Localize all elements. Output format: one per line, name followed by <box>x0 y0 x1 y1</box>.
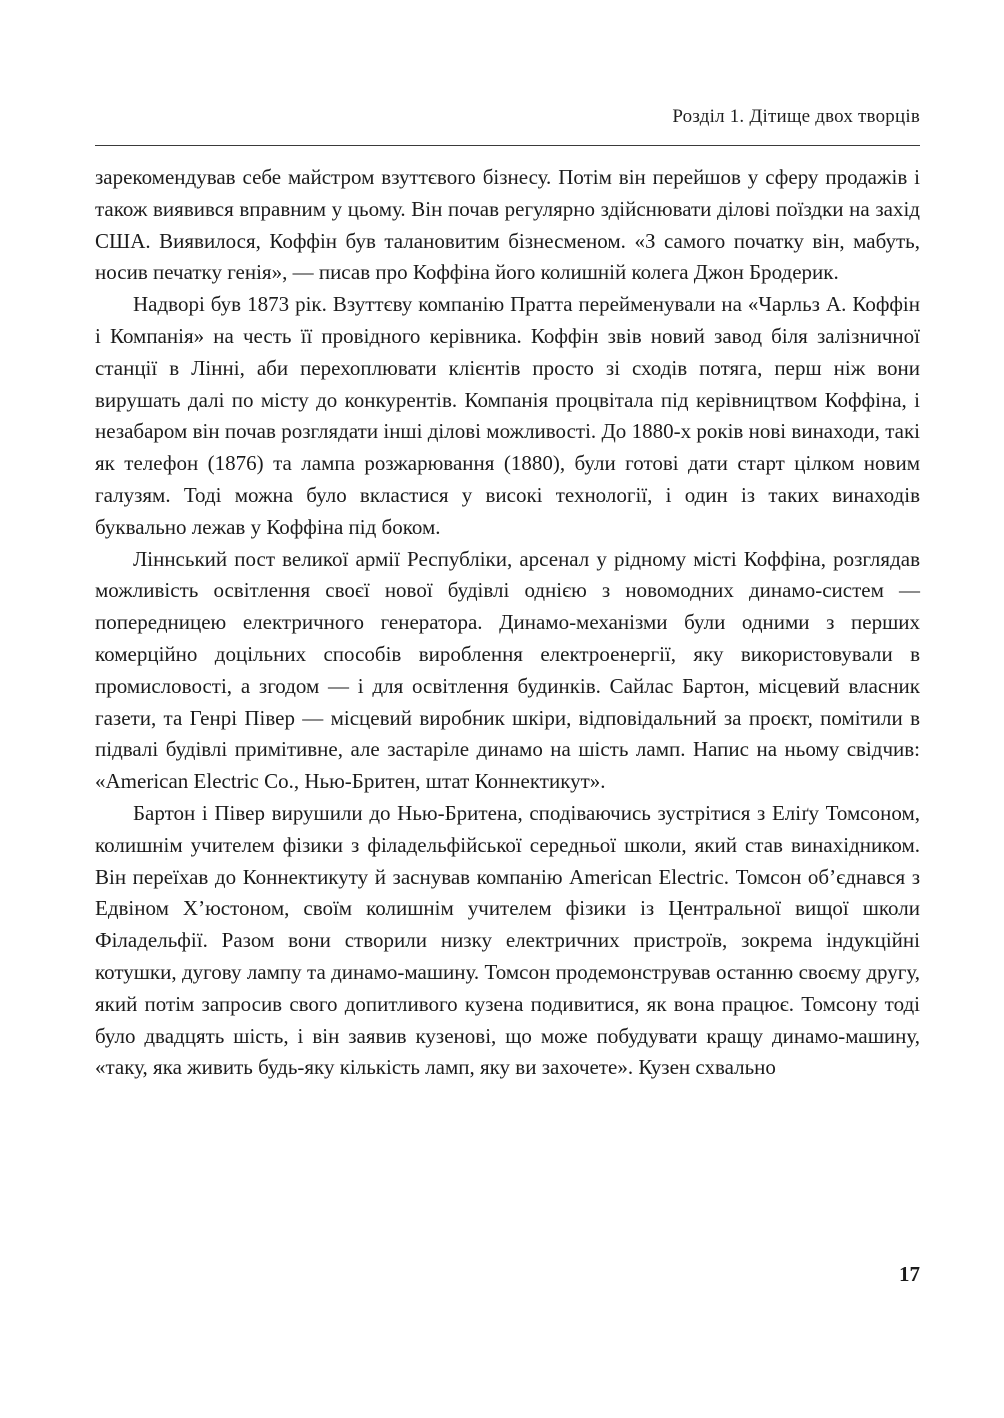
header-rule <box>95 145 920 146</box>
body-paragraph: Бартон і Півер вирушили до Нью-Бритена, сподіваючись зустрітися з Еліґу Томсоном, колишнім учителем фізики з філадельфійської середньої школи, який став винахідником. Він переїхав до Коннектикуту й заснував компанію American Electric. Томсон об’єднався з Едвіном Х’юстоном, своїм колишнім учителем фізики із Центральної вищої школи Філадельфії. Разом вони створили низку електричних пристроїв, зокрема індукційні котушки, дугову лампу та динамо-машину. Томсон продемонстрував останню своєму другу, який потім запросив свого допитливого кузена подивитися, як вона працює. Томсону тоді було двадцять шість, і він заявив кузенові, що може побудувати кращу динамо-машину, «таку, яка живить будь-яку кількість ламп, яку ви захочете». Кузен схвально <box>95 800 920 1080</box>
body-text <box>95 162 920 1084</box>
running-header: Розділ 1. Дітище двох творців <box>672 106 920 127</box>
body-paragraph: Надворі був 1873 рік. Взуттєву компанію Пратта перейменували на «Чарльз А. Коффін і Компанія» на честь її провідного керівника. Коффін звів новий завод біля залізничної станції в Лінні, аби перехоплювати клієнтів просто зі сходів потяга, перш ніж вони вирушать далі по місту до конкурентів. Компанія процвітала під керівництвом Коффіна, і незабаром він почав розглядати інші ділові можливості. До 1880-х років нові винаходи, такі як телефон (1876) та лампа розжарювання (1880), були готові дати старт цілком новим галузям. Тоді можна було вкластися у високі технології, і один із таких винаходів буквально лежав у Коффіна під боком. <box>95 292 920 539</box>
body-paragraph: зарекомендував себе майстром взуттєвого бізнесу. Потім він перейшов у сферу продажів і також виявився вправним у цьому. Він почав регулярно здійснювати ділові поїздки на захід США. Виявилося, Коффін був талановитим бізнесменом. «З самого початку він, мабуть, носив печатку генія», — писав про Коффіна його колишній колега Джон Бродерик. <box>95 165 920 285</box>
body-paragraph: Ліннський пост великої армії Республіки, арсенал у рідному місті Коффіна, розглядав можливість освітлення своєї нової будівлі однією з новомодних динамо-систем — попередницею електричного генератора. Динамо-механізми були одними з перших комерційно доцільних способів вироблення електроенергії, яку використовували в промисловості, а згодом — і для освітлення будинків. Сайлас Бартон, місцевий власник газети, та Генрі Півер — місцевий виробник шкіри, відповідальний за проєкт, помітили в підвалі будівлі примітивне, але застаріле динамо на шість ламп. Напис на ньому свідчив: «American Electric Co., Нью-Бритен, штат Коннектикут». <box>95 546 920 794</box>
page-number: 17 <box>899 1262 920 1286</box>
